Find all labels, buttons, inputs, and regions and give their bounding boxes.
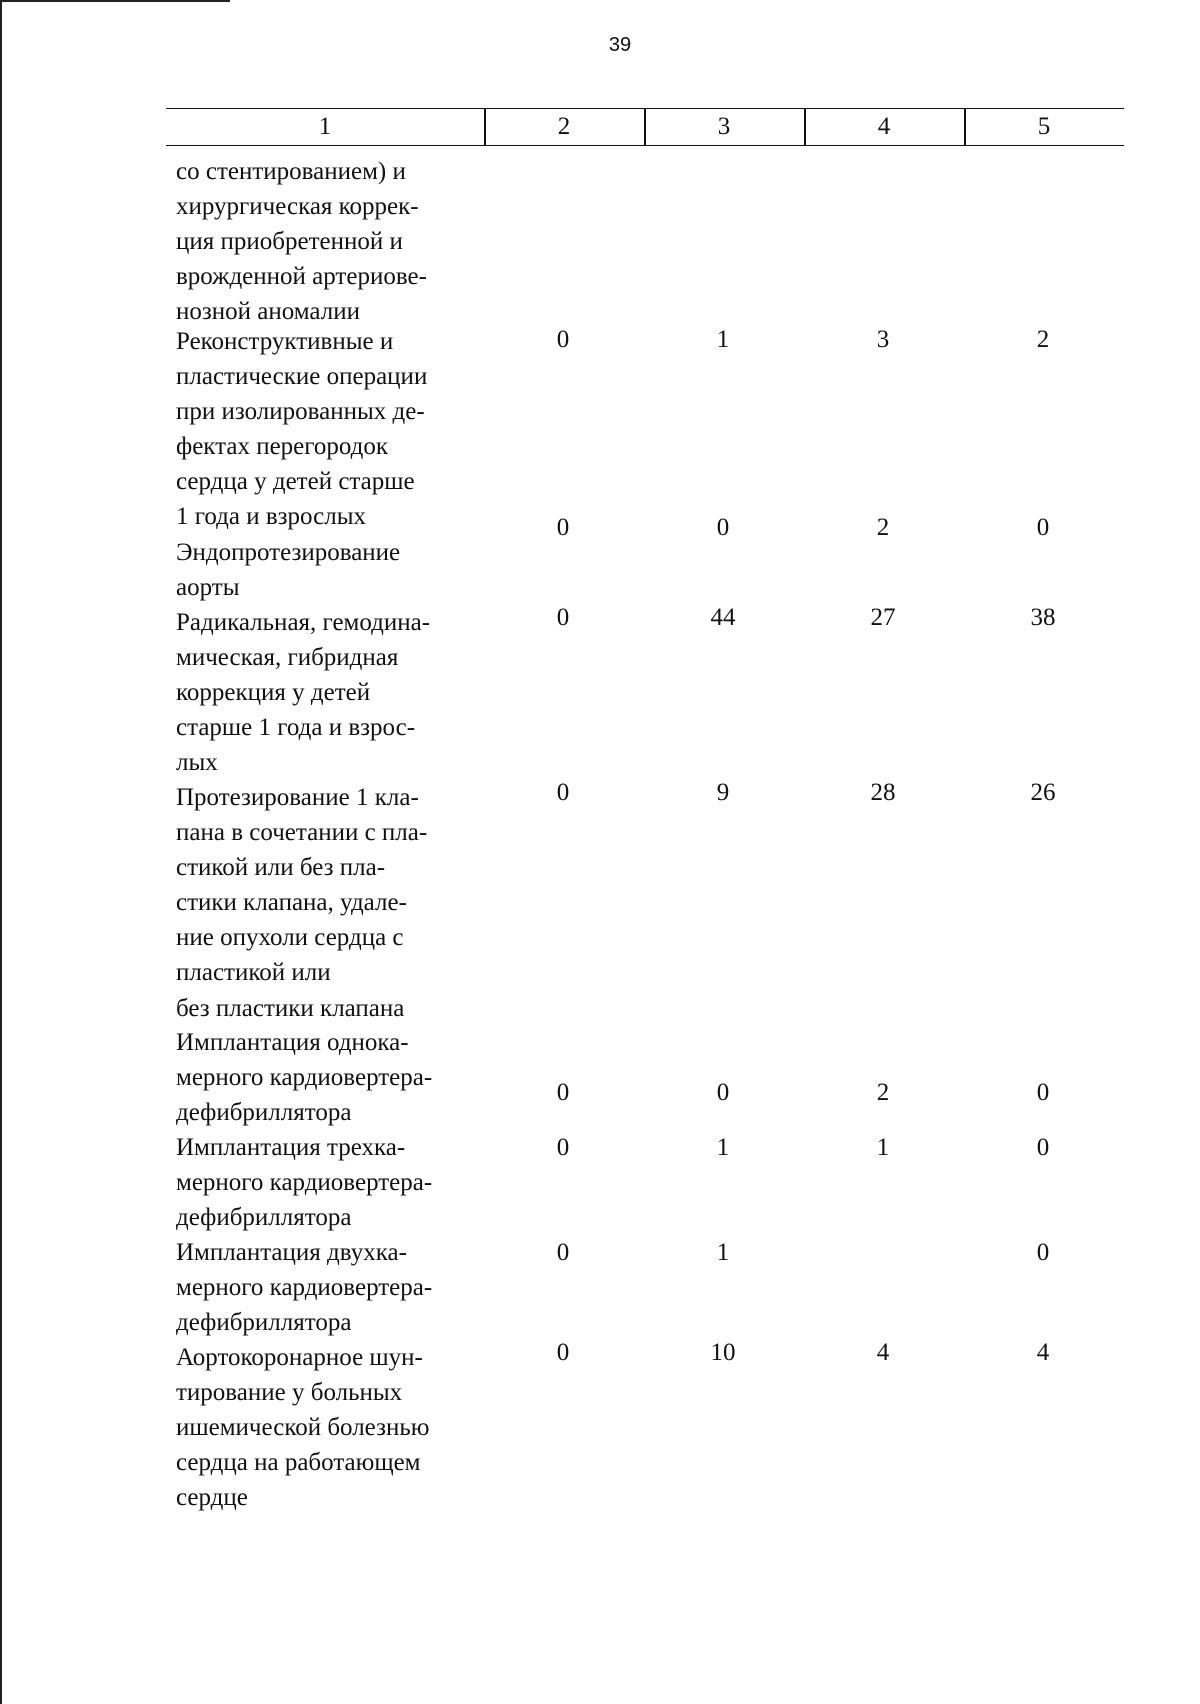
description-line: старше 1 года и взрос-	[176, 714, 416, 742]
description-line: мерного кардиовертера-	[176, 1169, 433, 1197]
description-line: тирование у больных	[176, 1379, 403, 1407]
row-description	[176, 154, 506, 329]
row-description	[176, 1235, 506, 1340]
cell-value: 0	[716, 1079, 730, 1106]
cell-value: 9	[716, 779, 730, 806]
cell-value: 26	[1030, 779, 1056, 806]
column-header-2: 2	[557, 113, 571, 140]
cell-value: 38	[1030, 604, 1056, 631]
page-number: 39	[608, 34, 632, 56]
description-line: мерного кардиовертера-	[176, 1064, 433, 1092]
row-description	[176, 780, 506, 1026]
scan-edge-top	[0, 0, 230, 2]
cell-value: 10	[710, 1339, 736, 1366]
description-line: пана в сочетании с пла-	[176, 819, 428, 847]
cell-value: 27	[870, 604, 896, 631]
description-line: Эндопротезирование	[176, 539, 401, 566]
description-line: мическая, гибридная	[176, 644, 399, 672]
column-header-5: 5	[1037, 113, 1051, 140]
scan-edge-left	[0, 0, 2, 1704]
description-line: коррекция у детей	[176, 679, 371, 707]
description-line: сердца на работающем	[176, 1449, 421, 1477]
description-line: аорты	[176, 574, 240, 602]
cell-value: 0	[556, 1134, 570, 1161]
description-line: со стентированием) и	[176, 158, 406, 185]
description-line: ция приобретенной и	[176, 228, 403, 256]
column-header-4: 4	[877, 113, 891, 140]
description-line: стикой или без пла-	[176, 854, 386, 882]
description-line: Имплантация двухка-	[176, 1239, 407, 1266]
cell-value: 0	[1036, 1079, 1050, 1106]
row-description	[176, 1130, 506, 1235]
column-header-3: 3	[717, 113, 731, 140]
cell-value: 0	[556, 779, 570, 806]
row-description	[176, 324, 506, 535]
description-line: дефибриллятора	[176, 1204, 352, 1232]
cell-value: 1	[876, 1134, 890, 1161]
description-line: дефибриллятора	[176, 1309, 352, 1337]
cell-value: 0	[556, 1079, 570, 1106]
cell-value: 44	[710, 604, 736, 631]
cell-value: 4	[1036, 1339, 1050, 1366]
cell-value: 0	[556, 514, 570, 541]
description-line: 1 года и взрослых	[176, 503, 367, 531]
cell-value: 1	[716, 1134, 730, 1161]
description-line: пластикой или	[176, 959, 331, 987]
description-line: врожденной артериове-	[176, 263, 427, 291]
row-description	[176, 1340, 506, 1515]
description-line: сердца у детей старше	[176, 468, 415, 496]
description-line: Имплантация однока-	[176, 1029, 409, 1056]
description-line: при изолированных де-	[176, 398, 425, 426]
description-line: Имплантация трехка-	[176, 1134, 406, 1161]
row-description	[176, 1025, 506, 1130]
description-line: фектах перегородок	[176, 433, 389, 461]
description-line: Протезирование 1 кла-	[176, 784, 419, 811]
table-header	[166, 108, 1124, 146]
description-line: ние опухоли сердца с	[176, 924, 404, 952]
cell-value: 0	[556, 1339, 570, 1366]
cell-value: 3	[876, 326, 890, 353]
cell-value: 0	[1036, 1134, 1050, 1161]
description-line: хирургическая коррек-	[176, 193, 419, 221]
column-header-1: 1	[318, 113, 332, 140]
cell-value: 1	[716, 326, 730, 353]
cell-value: 2	[1036, 326, 1050, 353]
cell-value: 0	[556, 604, 570, 631]
cell-value: 4	[876, 1339, 890, 1366]
description-line: лых	[176, 749, 218, 777]
cell-value: 2	[876, 1079, 890, 1106]
row-description	[176, 605, 506, 780]
description-line: пластические операции	[176, 363, 428, 391]
description-line: дефибриллятора	[176, 1099, 352, 1127]
description-line: Радикальная, гемодина-	[176, 609, 431, 636]
description-line: мерного кардиовертера-	[176, 1274, 433, 1302]
row-description	[176, 535, 506, 605]
description-line: без пластики клапана	[176, 994, 405, 1022]
cell-value: 0	[1036, 514, 1050, 541]
description-line: нозной аномалии	[176, 298, 360, 326]
description-line: сердце	[176, 1484, 248, 1512]
description-line: ишемической болезнью	[176, 1414, 430, 1442]
cell-value: 0	[556, 1239, 570, 1266]
cell-value: 0	[716, 514, 730, 541]
cell-value: 0	[1036, 1239, 1050, 1266]
description-line: Реконструктивные и	[176, 328, 394, 355]
cell-value: 2	[876, 514, 890, 541]
cell-value: 28	[870, 779, 896, 806]
description-line: стики клапана, удале-	[176, 889, 407, 917]
cell-value: 1	[716, 1239, 730, 1266]
description-line: Аортокоронарное шун-	[176, 1344, 423, 1371]
cell-value: 0	[556, 326, 570, 353]
